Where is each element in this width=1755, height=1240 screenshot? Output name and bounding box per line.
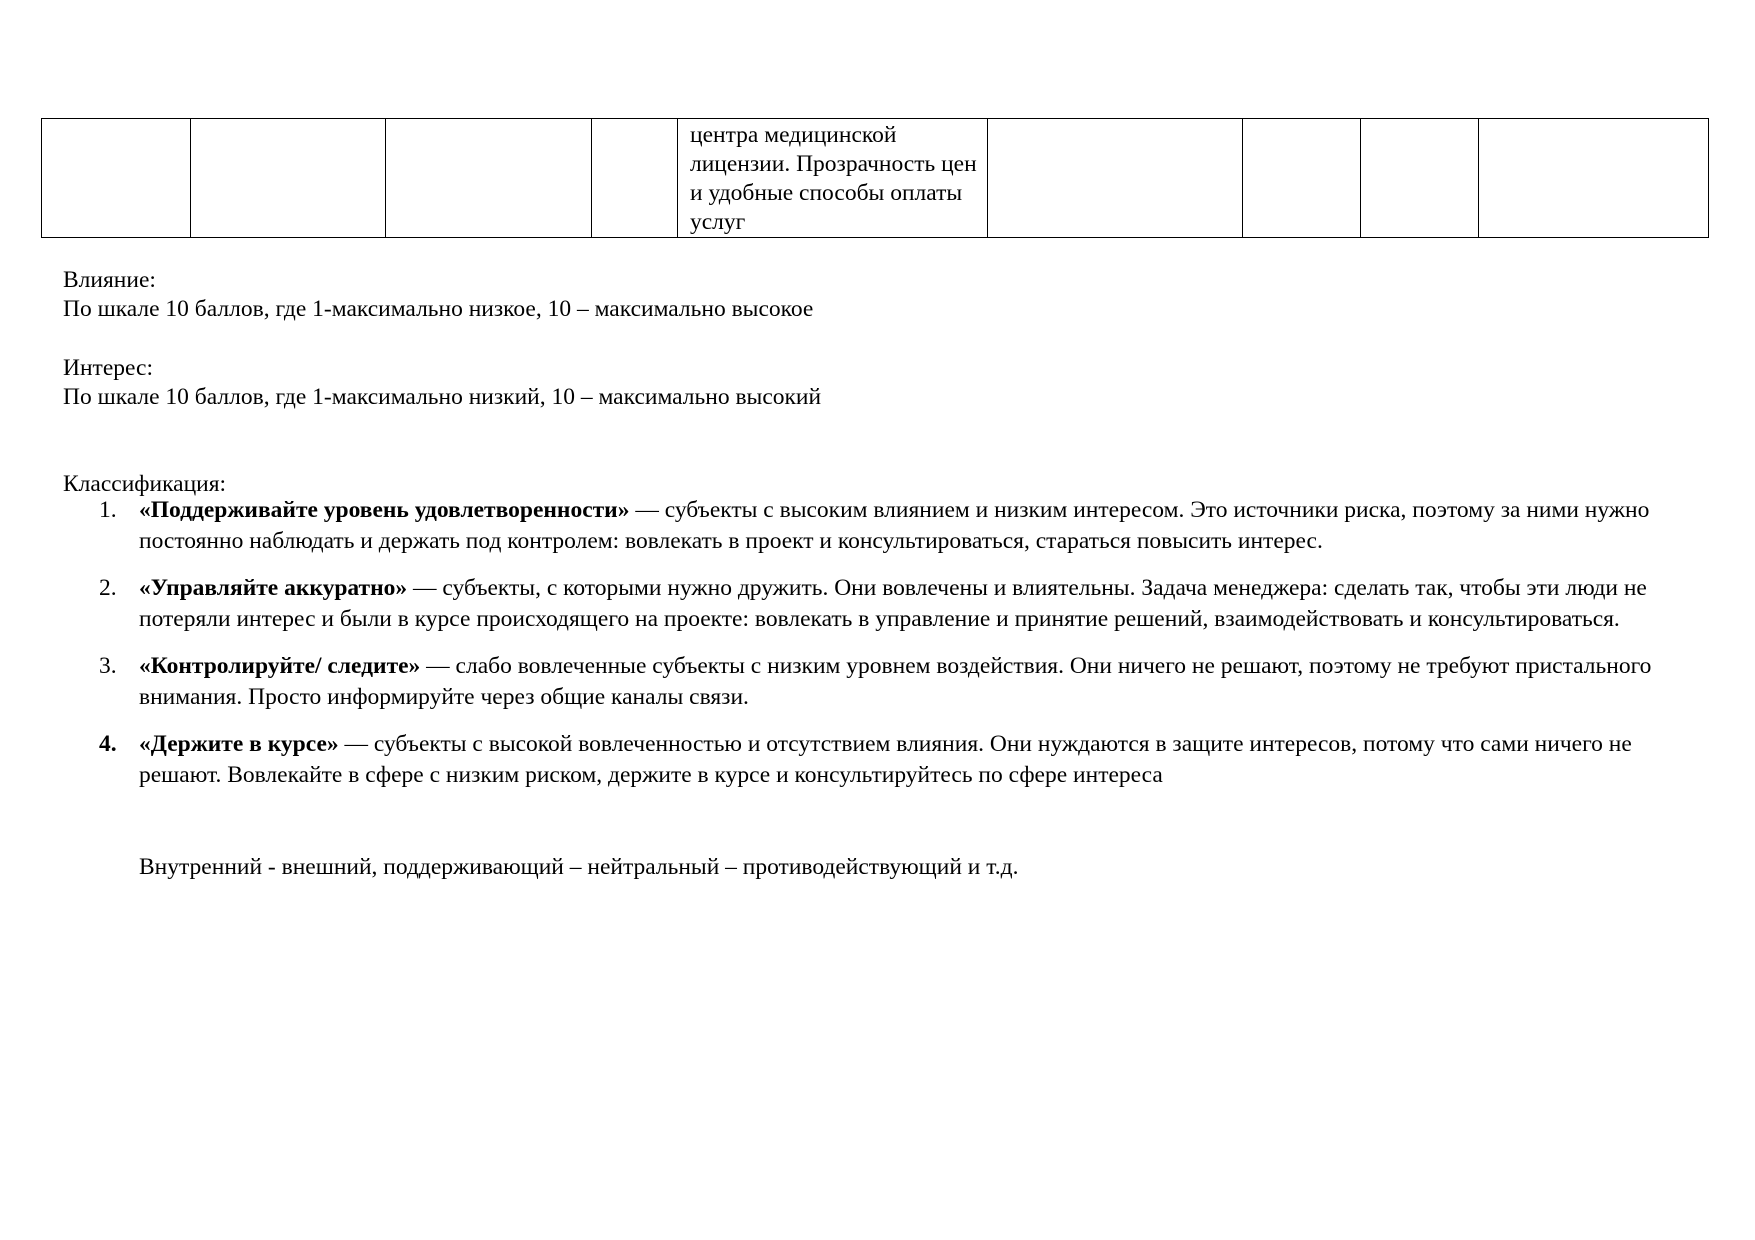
interest-section [63,354,821,412]
list-item [0,495,1684,557]
list-item-lead: «Поддерживайте уровень удовлетворенности» [139,497,630,523]
table-cell [1479,119,1709,238]
table-row [42,119,1709,238]
interest-scale-text: По шкале 10 баллов, где 1-максимально низкий, 10 – максимально высокий [63,384,822,410]
classification-label: Классификация: [63,471,227,497]
stakeholder-table [41,118,1709,238]
influence-scale-text: По шкале 10 баллов, где 1-максимально низкое, 10 – максимально высокое [63,296,814,322]
table-cell [678,119,988,238]
table-cell [592,119,678,238]
list-item-lead: «Контролируйте/ следите» [139,653,421,679]
table-cell-text: центра медицинской лицензии. Прозрачность цен и удобные способы оплаты услуг [690,122,977,235]
table-cell [1243,119,1361,238]
list-item-text: — субъекты, с которыми нужно дружить. Они вовлечены и влиятельны. Задача менеджера: сделать так, чтобы эти люди не потеряли интерес и были в курсе происходящего на проекте: вовлекать в управление и принятие решений, взаимодействовать и консультироваться. [139,575,1647,632]
list-item [0,651,1684,713]
list-item-text: — субъекты с высокой вовлеченностью и отсутствием влияния. Они нуждаются в защите интересов, потому что сами ничего не решают. Вовлекайте в сфере с низким риском, держите в курсе и консультируйтесь по сфере интереса [139,731,1632,788]
list-number: 1. [99,497,117,523]
list-item-text: — слабо вовлеченные субъекты с низким уровнем воздействия. Они ничего не решают, поэтому не требуют пристального внимания. Просто информируйте через общие каналы связи. [139,653,1652,710]
table-cell [42,119,191,238]
interest-label: Интерес: [63,355,153,381]
list-number: 3. [99,653,117,679]
table-cell [191,119,386,238]
list-item-lead: «Управляйте аккуратно» [139,575,408,601]
list-item [0,729,1684,791]
table-cell [386,119,592,238]
stakeholder-types-note: Внутренний - внешний, поддерживающий – нейтральный – противодействующий и т.д. [139,854,1019,880]
list-number: 2. [99,575,117,601]
list-item-text: — субъекты с высоким влиянием и низким интересом. Это источники риска, поэтому за ними нужно постоянно наблюдать и держать под контролем: вовлекать в проект и консультироваться, стараться повысить интерес. [139,497,1650,554]
influence-section [63,266,813,324]
influence-label: Влияние: [63,267,156,293]
table-cell [1361,119,1479,238]
table-cell [988,119,1243,238]
list-item-lead: «Держите в курсе» [139,731,339,757]
list-item [0,573,1684,635]
classification-list [0,495,1755,807]
list-number: 4. [99,731,117,757]
